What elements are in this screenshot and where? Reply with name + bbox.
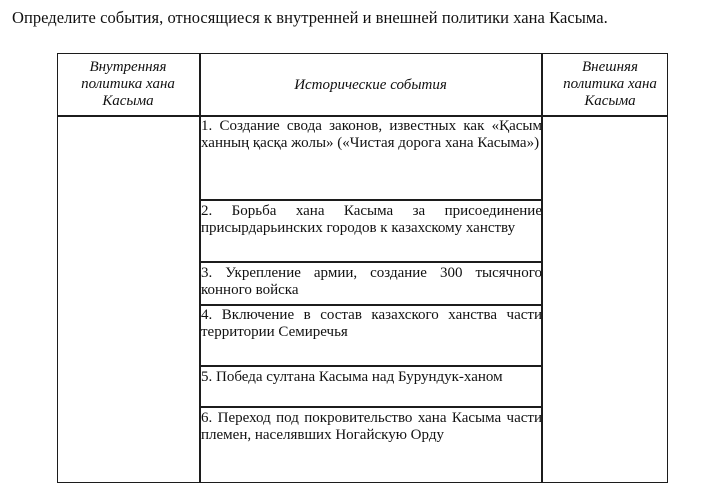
row-divider [199, 406, 542, 408]
row-divider [199, 199, 542, 201]
header-external-policy: Внешняя политика хана Касыма [563, 59, 657, 109]
header-internal-policy: Внутренняя политика хана Касыма [81, 59, 175, 109]
task-title: Определите события, относящиеся к внутренней и внешней политики хана Касыма. [12, 8, 608, 27]
event-row-1: 1. Создание свода законов, известных как «Қасым ханның қасқа жолы» («Чистая дорога хана Касыма») [201, 118, 542, 151]
event-row-2: 2. Борьба хана Касыма за присоединение присырдарьинских городов к казахскому ханству [201, 203, 542, 236]
row-divider [199, 365, 542, 367]
row-divider [199, 304, 542, 306]
event-row-6: 6. Переход под покровительство хана Касыма части племен, населявших Ногайскую Орду [201, 410, 542, 443]
event-row-3: 3. Укрепление армии, создание 300 тысячного конного войска [201, 265, 542, 298]
row-divider [199, 261, 542, 263]
header-historical-events: Исторические события [294, 77, 447, 93]
event-row-5: 5. Победа султана Касыма над Бурундук-ханом [201, 369, 503, 385]
event-row-4: 4. Включение в состав казахского ханства части территории Семиречья [201, 307, 542, 340]
header-divider [57, 115, 668, 117]
